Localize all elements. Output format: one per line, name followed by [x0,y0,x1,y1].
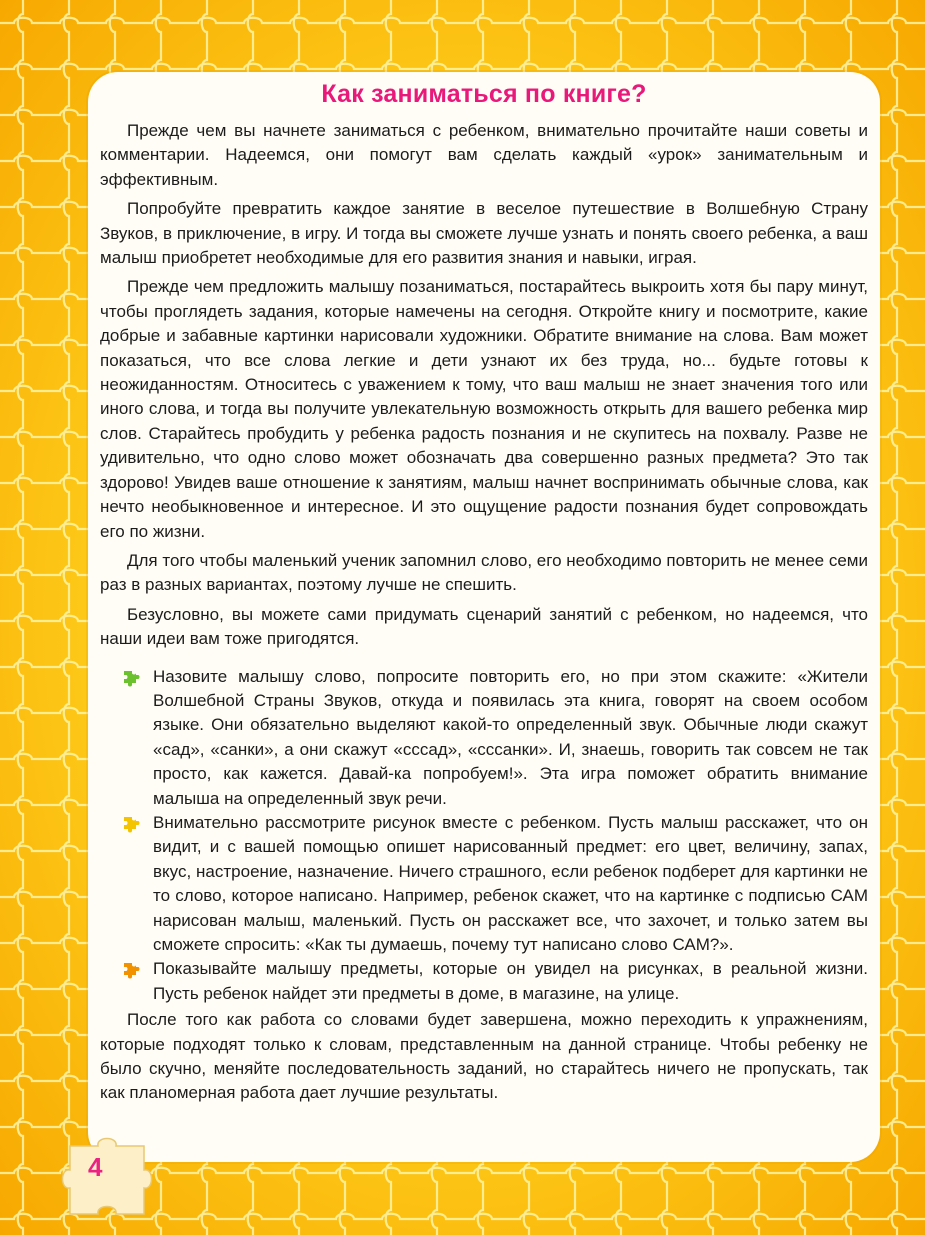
puzzle-orange-icon [122,961,142,981]
list-item-text: Назовите малышу слово, попросите повторить его, но при этом скажите: «Жители Волшебной Страны Звуков, откуда и появилась эта книга, говорят на своем особом языке. Они обязательно выделяют какой-то определенный звук. Обычные люди скажут «сад», «санки», а они скажут «сссад», «сссанки». И, знаешь, говорить так совсем не так просто, как кажется. Давай-ка попробуем!». Эта игра поможет обратить внимание малыша на определенный звук речи. [153,666,868,808]
paragraph-5: Безусловно, вы можете сами придумать сценарий занятий с ребенком, но надеемся, что наши идеи вам тоже пригодятся. [100,604,868,649]
puzzle-piece-icon [58,1132,166,1222]
page-number-badge [58,1132,166,1222]
puzzle-green-icon [122,669,142,689]
list-item [100,957,868,1006]
list-item-text: Показывайте малышу предметы, которые он увидел на рисунках, в реальной жизни. Пусть ребенок найдет эти предметы в доме, в магазине, на улице. [153,959,868,1003]
list-item [100,811,868,957]
paragraph-4: Для того чтобы маленький ученик запомнил слово, его необходимо повторить не менее семи раз в разных вариантах, поэтому лучше не спешить. [100,550,868,595]
tips-list [100,665,868,1007]
puzzle-yellow-icon [122,815,142,835]
article-body [100,119,868,1106]
page-number: 4 [88,1152,103,1182]
page-title: Как заниматься по книге? [321,80,647,108]
closing-paragraph: После того как работа со словами будет завершена, можно переходить к упражнениям, которые подходят только к словам, представленным на данной странице. Чтобы ребенку не было скучно, меняйте последовательность заданий, но старайтесь ничего не пропускать, так как планомерная работа дает лучшие результаты. [100,1010,868,1103]
list-item [100,665,868,811]
paragraph-1: Прежде чем вы начнете заниматься с ребенком, внимательно прочитайте наши советы и комментарии. Надеемся, они помогут вам сделать каждый «урок» занимательным и эффективным. [100,121,868,189]
paragraph-2: Попробуйте превратить каждое занятие в веселое путешествие в Волшебную Страну Звуков, в приключение, в игру. И тогда вы сможете лучше узнать и понять своего ребенка, а ваш малыш приобретет необходимые для его развития знания и навыки, играя. [100,199,868,268]
paragraph-3: Прежде чем предложить малышу позаниматься, постарайтесь выкроить хотя бы пару минут, чтобы проглядеть задания, которые намечены на сегодня. Откройте книгу и посмотрите, какие добрые и забавные картинки нарисовали художники. Обратите внимание на слова. Вам может показаться, что все слова легкие и дети узнают их без труда, но... будьте готовы к неожиданностям. Относитесь с уважением к тому, что ваш малыш не знает значения того или иного слова, и тогда вы получите увлекательную возможность открыть для вашего ребенка мир слов. Старайтесь пробудить у ребенка радость познания и не скупитесь на похвалу. Разве не удивительно, что одно слово может обозначать два совершенно разных предмета? Это так здорово! Увидев ваше отношение к занятиям, малыш начнет воспринимать обычные слова, как нечто необыкновенное и интересное. И это ощущение радости познания будет сопровождать его по жизни. [100,277,868,541]
list-item-text: Внимательно рассмотрите рисунок вместе с ребенком. Пусть малыш расскажет, что он видит, и с вашей помощью опишет нарисованный предмет: его цвет, величину, запах, вкус, настроение, назначение. Ничего страшного, если ребенок подберет для картинки не то слово, которое написано. Например, ребенок скажет, что на картинке с подписью САМ нарисован малыш, маленький. Пусть он расскажет все, что захочет, и только затем вы сможете спросить: «Как ты думаешь, почему тут написано слово САМ?». [153,812,868,954]
